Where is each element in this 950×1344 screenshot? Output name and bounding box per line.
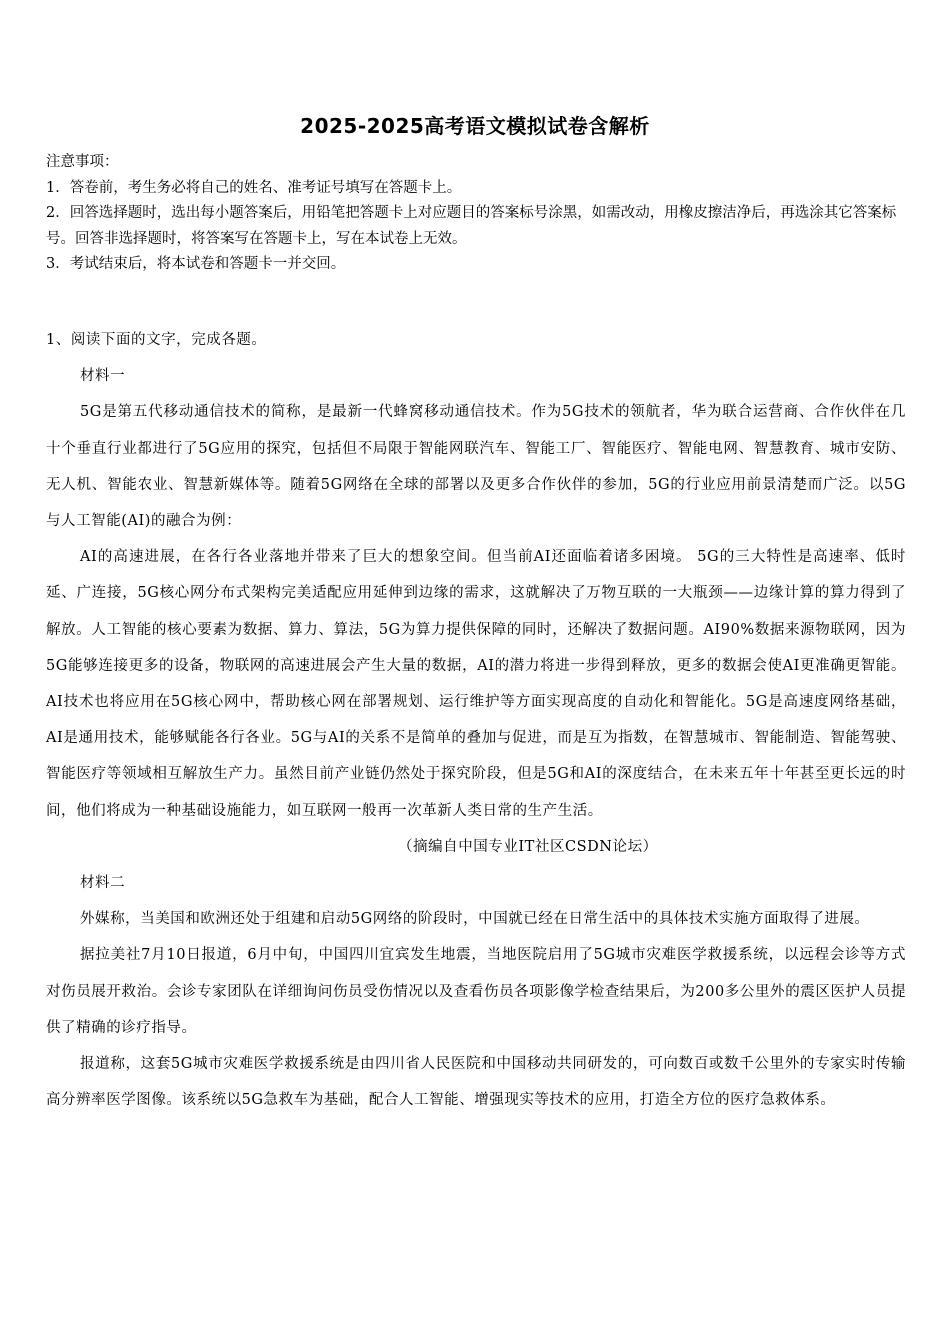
material-2-paragraph: 据拉美社7月10日报道，6月中旬，中国四川宜宾发生地震，当地医院启用了5G城市灾难医学救援系统，以远程会诊等方式对伤员展开救治。会诊专家团队在详细询问伤员受伤情况以及查看伤员各项影像学检查结果后，为200多公里外的震区医护人员提供了精确的诊疗指导。 <box>46 947 906 1036</box>
material-1-source: （摘编自中国专业IT社区CSDN论坛） <box>398 838 658 855</box>
instruction-item-3: 3．考试结束后，将本试卷和答题卡一并交回。 <box>46 256 346 272</box>
instructions-section <box>46 150 908 278</box>
material-2-label: 材料二 <box>80 875 126 892</box>
material-1-paragraph: AI的高速进展，在各行各业落地并带来了巨大的想象空间。但当前AI还面临着诸多困境。 5G的三大特性是高速率、低时延、广连接，5G核心网分布式架构完美适配应用延伸到边缘的需求，这就解决了万物互联的一大瓶颈——边缘计算的算力得到了解放。人工智能的核心要素为数据、算力、算法，5G为算力提供保障的同时，还解决了数据问题。AI90%数据来源物联网，因为5G能够连接更多的设备，物联网的高速进展会产生大量的数据，AI的潜力将进一步得到释放，更多的数据会使AI更准确更智能。AI技术也将应用在5G核心网中，帮助核心网在部署规划、运行维护等方面实现高度的自动化和智能化。5G是高速度网络基础，AI是通用技术，能够赋能各行各业。5G与AI的关系不是简单的叠加与促进，而是互为指数，在智慧城市、智能制造、智能驾驶、智能医疗等领域相互解放生产力。虽然目前产业链仍然处于探究阶段，但是5G和AI的深度结合，在未来五年十年甚至更长远的时间，他们将成为一种基础设施能力，如互联网一般再一次革新人类日常的生产生活。 <box>46 549 906 819</box>
material-1-paragraph: 5G是第五代移动通信技术的简称，是最新一代蜂窝移动通信技术。作为5G技术的领航者，华为联合运营商、合作伙伴在几十个垂直行业都进行了5G应用的探究，包括但不局限于智能网联汽车、智能工厂、智能医疗、智能电网、智慧教育、城市安防、无人机、智能农业、智慧新媒体等。随着5G网络在全球的部署以及更多合作伙伴的参加，5G的行业应用前景清楚而广泛。以5G与人工智能(AI)的融合为例： <box>46 404 906 530</box>
question-stem: 1、阅读下面的文字，完成各题。 <box>46 332 267 348</box>
instruction-item-2: 2．回答选择题时，选出每小题答案后，用铅笔把答题卡上对应题目的答案标号涂黑，如需改动，用橡皮擦洁净后，再选涂其它答案标号。回答非选择题时，将答案写在答题卡上，写在本试卷上无效。 <box>46 205 897 247</box>
instructions-heading: 注意事项： <box>46 154 119 170</box>
page-title: 2025-2025高考语文模拟试卷含解析 <box>300 114 650 138</box>
instruction-item-1: 1．答卷前，考生务必将自己的姓名、准考证号填写在答题卡上。 <box>46 179 462 196</box>
material-1-label: 材料一 <box>80 368 126 385</box>
reading-question <box>46 322 906 1118</box>
material-2-paragraph: 外媒称，当美国和欧洲还处于组建和启动5G网络的阶段时，中国就已经在日常生活中的具体技术实施方面取得了进展。 <box>80 911 870 928</box>
material-2-paragraph: 报道称，这套5G城市灾难医学救援系统是由四川省人民医院和中国移动共同研发的，可向数百或数千公里外的专家实时传输高分辨率医学图像。该系统以5G急救车为基础，配合人工智能、增强现实等技术的应用，打造全方位的医疗急救体系。 <box>46 1056 906 1109</box>
